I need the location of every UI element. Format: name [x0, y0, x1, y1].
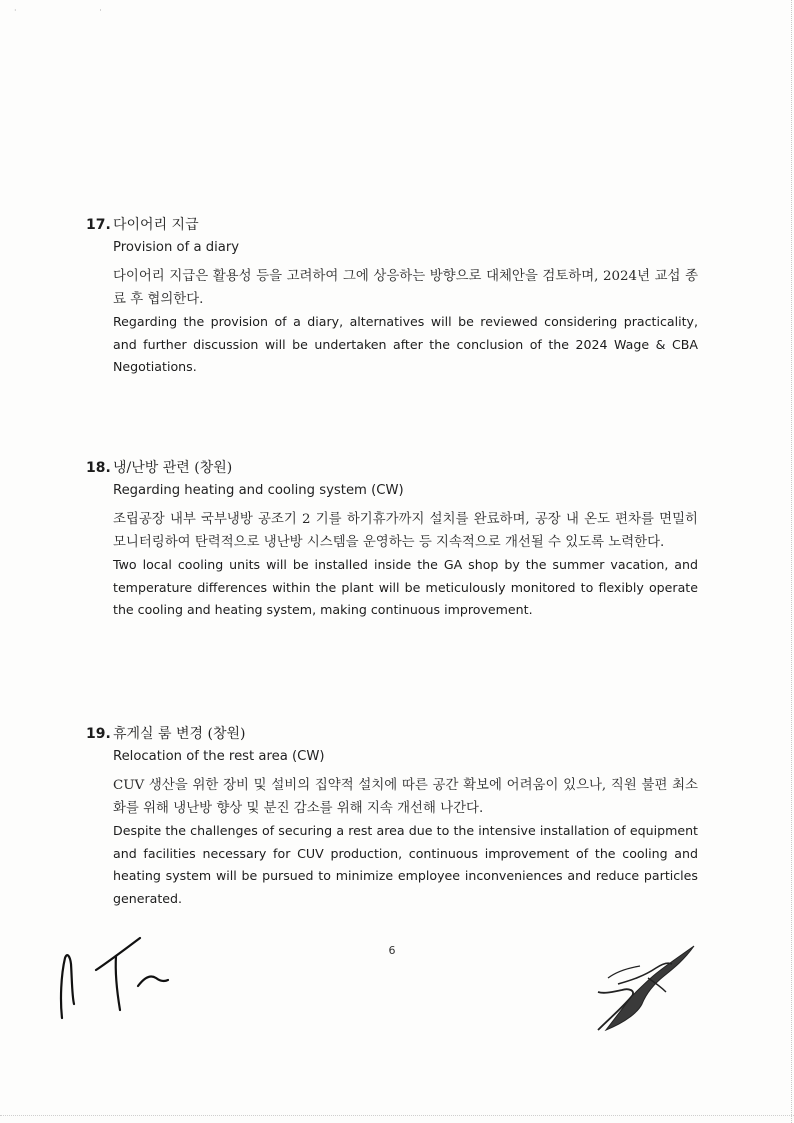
clause-number: 17.	[86, 217, 111, 233]
scan-specks: · ·	[14, 6, 142, 15]
clause-body-korean: 조립공장 내부 국부냉방 공조기 2 기를 하기휴가까지 설치를 완료하며, 공장 내 온도 편차를 면밀히 모니터링하여 탄력적으로 냉난방 시스템을 운영하는 등 지속적으로 개선될 수 있도록 노력한다.	[113, 512, 698, 550]
clause-title-korean: 냉/난방 관련 (창원)	[113, 460, 233, 476]
clause-title-english: Relocation of the rest area (CW)	[113, 749, 325, 764]
clause-body-english: Regarding the provision of a diary, alternatives will be reviewed considering practicality, and further discussion will be undertaken after the conclusion of the 2024 Wage & CBA Negotiations.	[113, 314, 698, 374]
clause-19	[86, 723, 698, 910]
handwritten-signature-right	[588, 938, 702, 1034]
clause-body-english: Despite the challenges of securing a rest area due to the intensive installation of equipment and facilities necessary for CUV production, continuous improvement of the cooling and heating system will be pursued to minimize employee inconveniences and reduce particles generated.	[113, 823, 698, 906]
handwritten-signature-left	[50, 930, 180, 1022]
clause-body-korean: CUV 생산을 위한 장비 및 설비의 집약적 설치에 따른 공간 확보에 어려움이 있으나, 직원 불편 최소화를 위해 냉난방 향상 및 분진 감소를 위해 지속 개선해 나간다.	[113, 778, 698, 816]
clause-title-korean: 휴게실 룸 변경 (창원)	[113, 726, 246, 742]
clause-number: 18.	[86, 460, 111, 476]
scan-edge-right	[790, 0, 792, 1123]
clause-heading	[86, 723, 698, 743]
clause-body-korean: 다이어리 지급은 활용성 등을 고려하여 그에 상응하는 방향으로 대체안을 검토하며, 2024년 교섭 종료 후 협의한다.	[113, 269, 698, 307]
clause-title-english: Provision of a diary	[113, 240, 240, 255]
clause-number: 19.	[86, 726, 111, 742]
clause-heading	[86, 214, 698, 234]
page-number: 6	[388, 944, 396, 957]
clause-heading	[86, 457, 698, 477]
scan-edge-bottom	[0, 1114, 794, 1116]
clause-body-english: Two local cooling units will be installed inside the GA shop by the summer vacation, and temperature differences within the plant will be meticulously monitored to flexibly operate the cooling and heating system, making continuous improvement.	[113, 557, 698, 617]
clause-18	[86, 457, 698, 622]
clause-title-english: Regarding heating and cooling system (CW)	[113, 483, 404, 498]
clause-title-korean: 다이어리 지급	[113, 217, 199, 233]
clause-17	[86, 214, 698, 379]
